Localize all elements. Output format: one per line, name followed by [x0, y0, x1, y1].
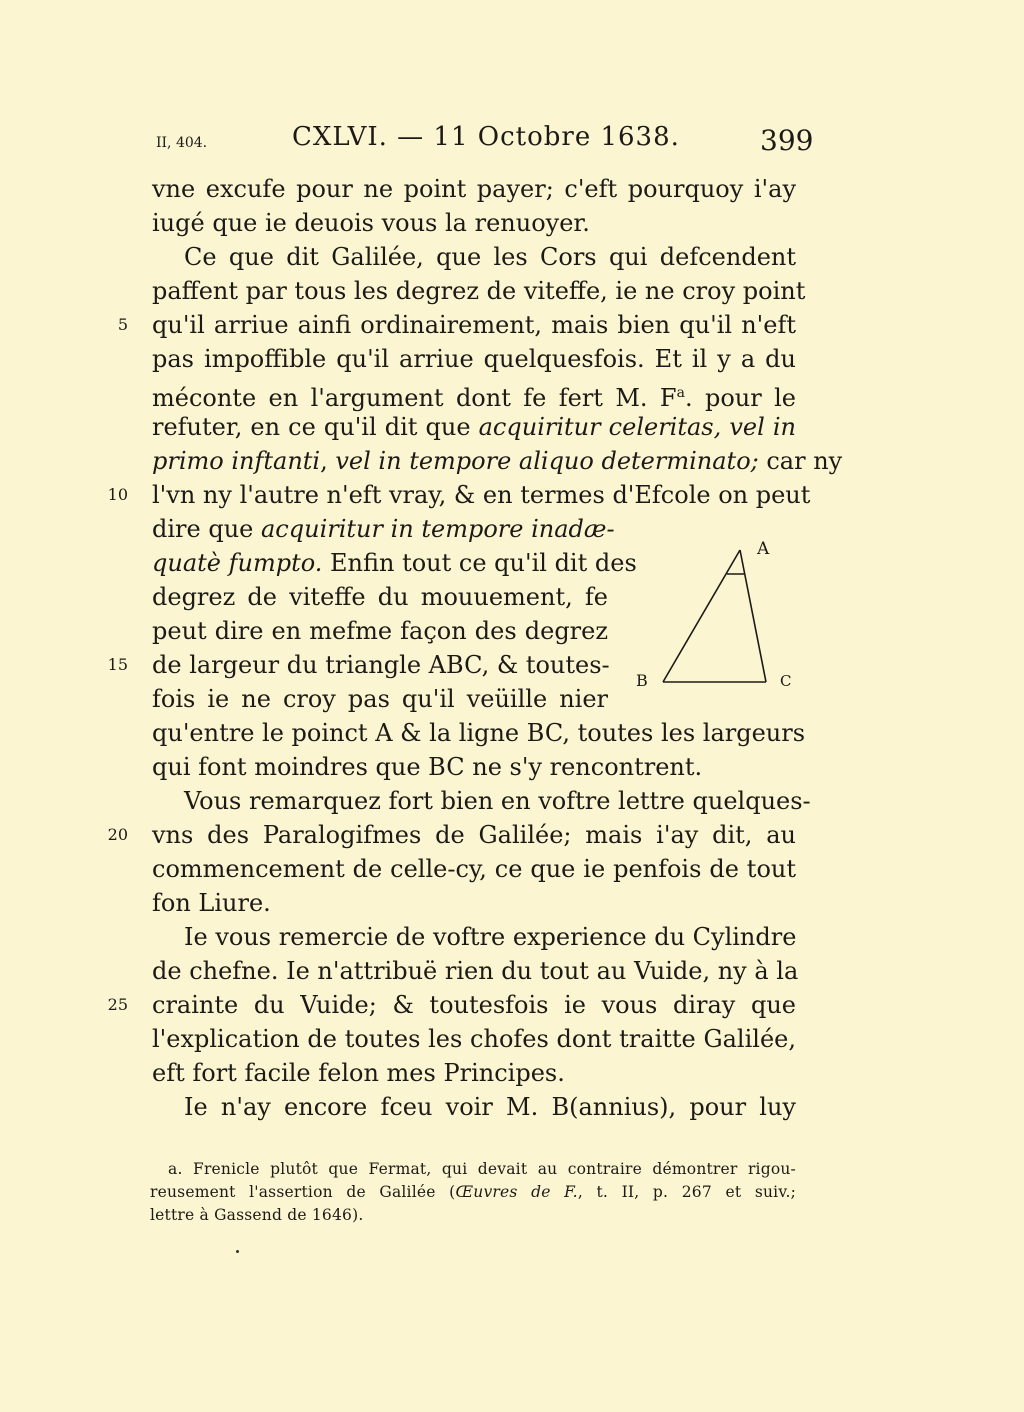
text-line: méconte en l'argument dont fe fert M. $F^a$. pour le: [152, 384, 796, 412]
text-line: commencement de celle-cy, ce que ie penfois de tout: [152, 855, 796, 883]
triangle-figure: [630, 530, 800, 700]
text-line: fon Liure.: [152, 889, 271, 917]
text-line: fois ie ne croy pas qu'il veüille nier: [152, 685, 608, 713]
text-line: Ie n'ay encore fceu voir M. B(annius), pour luy: [184, 1093, 796, 1121]
label-b: B: [636, 671, 648, 690]
text-line: de chefne. Ie n'attribuë rien du tout au Vuide, ny à la: [152, 957, 799, 985]
label-c: C: [780, 672, 792, 690]
footnote-line: lettre à Gassend de 1646).: [150, 1206, 364, 1224]
line-number: 25: [107, 995, 128, 1014]
text-line: qu'entre le poinct A & la ligne BC, toutes les largeurs: [152, 719, 806, 747]
text-line: paffent par tous les degrez de viteffe, ie ne croy point: [152, 277, 806, 305]
text-line: crainte du Vuide; & toutesfois ie vous diray que: [152, 991, 796, 1019]
text-line: pas impoffible qu'il arriue quelquesfois. Et il y a du: [152, 345, 796, 373]
text-line: l'vn ny l'autre n'eft vray, & en termes d'Efcole on peut: [152, 481, 811, 509]
text-line: iugé que ie deuois vous la renuoyer.: [152, 209, 590, 237]
text-line: dire que acquiritur in tempore inadæ-: [152, 515, 615, 543]
footnote-line: reusement l'assertion de Galilée (Œuvres de F., t. II, p. 267 et suiv.;: [150, 1183, 796, 1201]
line-number: 10: [107, 485, 128, 504]
text-line: refuter, en ce qu'il dit que acquiritur celeritas, vel in: [152, 413, 796, 441]
print-speck: [236, 1250, 239, 1253]
footnote-marker: a: [676, 385, 685, 401]
text-line: eft fort facile felon mes Principes.: [152, 1059, 565, 1087]
line-number: 5: [117, 315, 128, 334]
text-line: qui font moindres que BC ne s'y rencontrent.: [152, 753, 703, 781]
text-line: vns des Paralogifmes de Galilée; mais i'ay dit, au: [152, 821, 796, 849]
triangle-side-ab: [663, 550, 740, 682]
line-number: 20: [107, 825, 128, 844]
page-number: 399: [760, 124, 814, 157]
label-a: A: [757, 539, 770, 559]
text-line: Ce que dit Galilée, que les Cors qui defcendent: [184, 243, 796, 271]
text-line: Ie vous remercie de voftre experience du Cylindre: [184, 923, 797, 951]
text-line: de largeur du triangle ABC, & toutes-: [152, 651, 610, 679]
text-line: degrez de viteffe du mouuement, fe: [152, 583, 608, 611]
text-line: primo inftanti, vel in tempore aliquo determinato; car ny: [152, 447, 843, 475]
footnote-line: a. Frenicle plutôt que Fermat, qui devait au contraire démontrer rigou-: [168, 1160, 796, 1178]
page-reference: II, 404.: [156, 135, 208, 151]
text-line: peut dire en mefme façon des degrez: [152, 617, 608, 645]
line-number: 15: [107, 655, 128, 674]
text-line: l'explication de toutes les chofes dont traitte Galilée,: [152, 1025, 796, 1053]
running-title: CXLVI. — 11 Octobre 1638.: [292, 122, 680, 152]
text-line: Vous remarquez fort bien en voftre lettre quelques-: [184, 787, 811, 815]
text-line: quatè fumpto. Enfin tout ce qu'il dit des: [152, 549, 637, 577]
triangle-side-ac: [740, 550, 766, 682]
text-line: qu'il arriue ainfi ordinairement, mais bien qu'il n'eft: [152, 311, 796, 339]
text-line: vne excufe pour ne point payer; c'eft pourquoy i'ay: [152, 175, 796, 203]
